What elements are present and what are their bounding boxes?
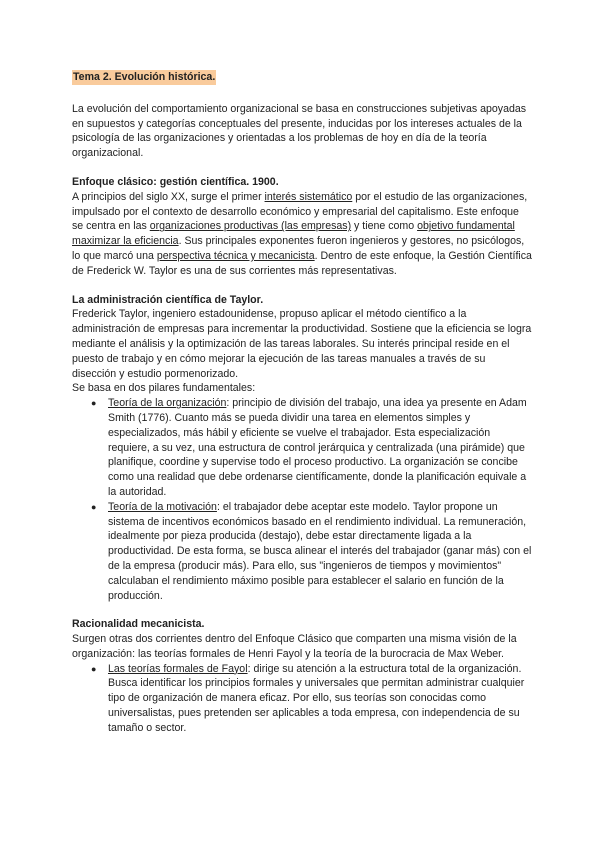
- underlined-term: Teoría de la motivación: [108, 500, 217, 513]
- underlined-term: perspectiva técnica y mecanicista: [156, 249, 315, 262]
- bullet-icon: ●: [91, 398, 97, 409]
- intro-paragraph: La evolución del comportamiento organizacional se basa en construcciones subjetivas apoyadas en supuestos y categorías conceptuales del presente, inducidas por los intereses actuales de la psicología de las organizaciones y orientadas a los problemas de hoy en día de la teoría organizacional.: [72, 102, 527, 160]
- section-paragraph: Surgen otras dos corrientes dentro del Enfoque Clásico que comparten una misma visión de la organización: las teorías formales de Henri Fayol y la teoría de la burocracia de Max Weber.: [72, 633, 517, 660]
- section-heading: Enfoque clásico: gestión científica. 1900.: [72, 175, 279, 188]
- bullet-icon: ●: [91, 663, 97, 674]
- section-taylor: [72, 293, 532, 604]
- document-title: Tema 2. Evolución histórica.: [73, 71, 216, 83]
- section-lead: Se basa en dos pilares fundamentales:: [72, 382, 256, 395]
- underlined-term: Las teorías formales de Fayol: [108, 662, 248, 675]
- section-heading: Racionalidad mecanicista.: [72, 618, 205, 631]
- bullet-icon: ●: [91, 501, 97, 512]
- underlined-term: objetivo fundamental maximizar la eficiencia: [72, 220, 515, 248]
- section-paragraph: Frederick Taylor, ingeniero estadounidense, propuso aplicar el método científico a la administración de empresas para incrementar la productividad. Sostiene que la eficiencia se logra mediante el análisis y la optimización de las tareas laborales. Su interés principal reside en el puesto de trabajo y en cómo mejorar la ejecución de las tareas manuales a través de su disección y estudio pormenorizado.: [72, 308, 532, 380]
- underlined-term: organizaciones productivas (las empresas): [149, 220, 352, 233]
- bullet-list: [72, 662, 532, 736]
- bullet-list: [72, 396, 532, 603]
- list-item: ● Teoría de la organización: principio de división del trabajo, una idea ya presente en Adam Smith (1776). Cuanto más se pueda dividir una tarea en elementos simples y especializados, más hábil y eficiente se vuelve el trabajador. Esta especialización requiere, a su vez, una estructura de control jerárquica y centralizada (una pirámide) que planifique, coordine y supervise todo el proceso productivo. La organización se concibe como una realidad que debe ordenarse científicamente, donde la planificación equivale a la autoridad.: [91, 397, 527, 498]
- underlined-term: interés sistemático: [264, 190, 353, 203]
- section-heading: La administración científica de Taylor.: [72, 293, 264, 306]
- document-page: [72, 66, 532, 736]
- list-item: ● Las teorías formales de Fayol: dirige su atención a la estructura total de la organización. Busca identificar los principios formales y universales que permitan administrar cualquier tipo de organización de manera eficaz. Por ello, sus teorías son conocidas como universalistas, pues pretenden ser aplicables a toda empresa, con independencia de su tamaño o sector.: [91, 662, 525, 734]
- section-racionalidad: [72, 617, 532, 735]
- section-enfoque-clasico: [72, 175, 532, 279]
- list-item: ● Teoría de la motivación: el trabajador debe aceptar este modelo. Taylor propone un sistema de incentivos económicos basado en el rendimiento individual. La remuneración, idealmente por pieza producida (destajo), debe estar directamente ligada a la productividad. De esta forma, se busca alinear el interés del trabajador (ganar más) con el de la empresa (producir más). Para ello, sus "ingenieros de tiempos y movimientos" calculaban el rendimiento máximo posible para establecer el salario en función de la producción.: [91, 500, 532, 602]
- section-paragraph: A principios del siglo XX, surge el primer interés sistemático por el estudio de las organizaciones, impulsado por el contexto de desarrollo económico y empresarial del capitalismo. Este enfoque se centra en las organizaciones productivas (las empresas) y tiene como objetivo fundamental maximizar la eficiencia. Sus principales exponentes fueron ingenieros y gestores, no psicólogos, lo que marcó una perspectiva técnica y mecanicista. Dentro de este enfoque, la Gestión Científica de Frederick W. Taylor es una de sus corrientes más representativas.: [72, 190, 532, 277]
- underlined-term: Teoría de la organización: [108, 397, 227, 410]
